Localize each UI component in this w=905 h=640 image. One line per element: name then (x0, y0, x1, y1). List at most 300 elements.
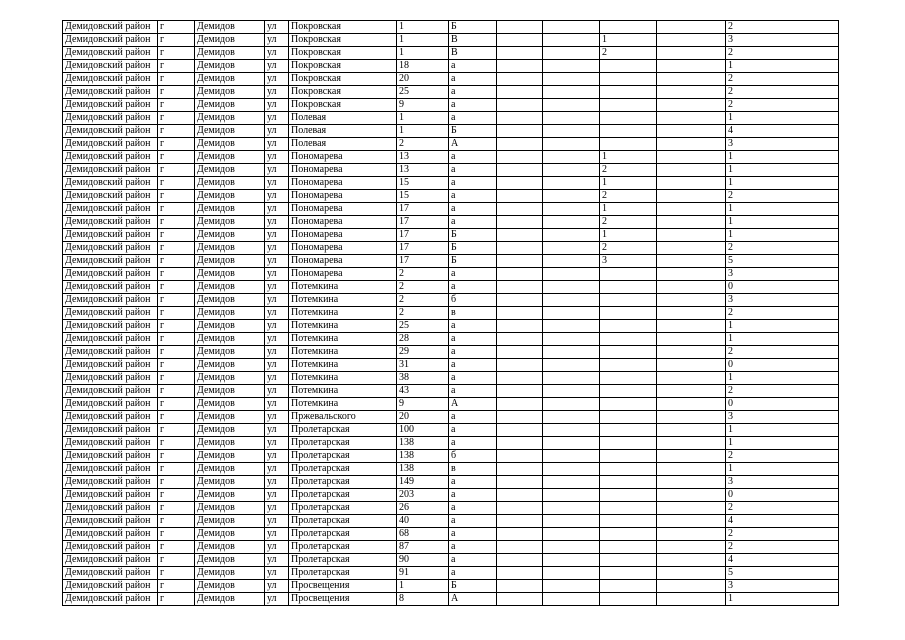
cell-city: Демидов (195, 151, 265, 164)
cell-city: Демидов (195, 411, 265, 424)
cell-district: Демидовский район (63, 346, 158, 359)
cell-col11 (657, 86, 726, 99)
cell-count: 0 (726, 489, 839, 502)
cell-city-type: г (158, 60, 195, 73)
cell-street-type: ул (265, 177, 289, 190)
cell-street-type: ул (265, 99, 289, 112)
cell-city-type: г (158, 138, 195, 151)
cell-col9 (543, 554, 600, 567)
cell-col11 (657, 112, 726, 125)
cell-col9 (543, 281, 600, 294)
cell-street: Просвещения (289, 580, 397, 593)
cell-col11 (657, 216, 726, 229)
cell-col8 (497, 593, 543, 606)
cell-count: 1 (726, 593, 839, 606)
table-row (63, 255, 839, 268)
cell-col8 (497, 515, 543, 528)
cell-street-type: ул (265, 333, 289, 346)
cell-col10 (600, 424, 657, 437)
cell-count: 2 (726, 450, 839, 463)
cell-col9 (543, 177, 600, 190)
cell-col10 (600, 398, 657, 411)
cell-letter: а (449, 151, 497, 164)
cell-city: Демидов (195, 125, 265, 138)
cell-col11 (657, 60, 726, 73)
cell-district: Демидовский район (63, 190, 158, 203)
cell-col10: 2 (600, 47, 657, 60)
cell-col10: 1 (600, 229, 657, 242)
cell-count: 2 (726, 385, 839, 398)
cell-col9 (543, 86, 600, 99)
cell-col8 (497, 21, 543, 34)
cell-street: Пономарева (289, 177, 397, 190)
cell-street: Пржевальского (289, 411, 397, 424)
cell-letter: а (449, 359, 497, 372)
cell-street: Пономарева (289, 151, 397, 164)
cell-district: Демидовский район (63, 476, 158, 489)
cell-col8 (497, 489, 543, 502)
cell-street: Покровская (289, 99, 397, 112)
cell-house: 38 (397, 372, 449, 385)
cell-col11 (657, 255, 726, 268)
cell-col8 (497, 450, 543, 463)
cell-col9 (543, 125, 600, 138)
cell-district: Демидовский район (63, 528, 158, 541)
cell-city: Демидов (195, 99, 265, 112)
cell-count: 1 (726, 333, 839, 346)
cell-col8 (497, 60, 543, 73)
cell-house: 25 (397, 86, 449, 99)
cell-street: Пролетарская (289, 450, 397, 463)
cell-col9 (543, 268, 600, 281)
cell-street-type: ул (265, 359, 289, 372)
cell-col11 (657, 528, 726, 541)
cell-district: Демидовский район (63, 216, 158, 229)
cell-street: Покровская (289, 86, 397, 99)
cell-letter: а (449, 476, 497, 489)
cell-letter: а (449, 60, 497, 73)
cell-street-type: ул (265, 424, 289, 437)
cell-letter: в (449, 463, 497, 476)
cell-letter: а (449, 411, 497, 424)
cell-letter: а (449, 86, 497, 99)
cell-street: Полевая (289, 138, 397, 151)
cell-count: 5 (726, 567, 839, 580)
cell-district: Демидовский район (63, 177, 158, 190)
cell-city: Демидов (195, 229, 265, 242)
table-row (63, 528, 839, 541)
cell-col9 (543, 528, 600, 541)
cell-street: Пономарева (289, 255, 397, 268)
cell-house: 100 (397, 424, 449, 437)
cell-district: Демидовский район (63, 489, 158, 502)
cell-house: 15 (397, 190, 449, 203)
cell-city-type: г (158, 164, 195, 177)
table-row (63, 424, 839, 437)
cell-letter: а (449, 515, 497, 528)
cell-street-type: ул (265, 229, 289, 242)
table-row (63, 333, 839, 346)
cell-street: Пролетарская (289, 567, 397, 580)
cell-col10 (600, 554, 657, 567)
cell-street-type: ул (265, 411, 289, 424)
table-row (63, 489, 839, 502)
table-row (63, 177, 839, 190)
cell-col8 (497, 34, 543, 47)
cell-count: 3 (726, 476, 839, 489)
cell-city-type: г (158, 125, 195, 138)
cell-city-type: г (158, 567, 195, 580)
cell-col10 (600, 476, 657, 489)
table-row (63, 268, 839, 281)
cell-col9 (543, 385, 600, 398)
cell-count: 2 (726, 242, 839, 255)
cell-letter: а (449, 437, 497, 450)
cell-letter: а (449, 216, 497, 229)
cell-col10 (600, 502, 657, 515)
cell-col10: 2 (600, 164, 657, 177)
cell-street-type: ул (265, 86, 289, 99)
cell-letter: В (449, 34, 497, 47)
cell-district: Демидовский район (63, 320, 158, 333)
cell-house: 17 (397, 216, 449, 229)
cell-street: Потемкина (289, 307, 397, 320)
cell-col9 (543, 203, 600, 216)
table-row (63, 385, 839, 398)
table-row (63, 99, 839, 112)
cell-col8 (497, 580, 543, 593)
cell-city: Демидов (195, 320, 265, 333)
cell-letter: А (449, 138, 497, 151)
cell-district: Демидовский район (63, 411, 158, 424)
cell-letter: а (449, 164, 497, 177)
cell-city-type: г (158, 476, 195, 489)
cell-count: 2 (726, 21, 839, 34)
cell-street: Покровская (289, 34, 397, 47)
cell-col11 (657, 268, 726, 281)
table-row (63, 320, 839, 333)
cell-city: Демидов (195, 437, 265, 450)
cell-col11 (657, 34, 726, 47)
cell-city: Демидов (195, 294, 265, 307)
cell-city: Демидов (195, 60, 265, 73)
cell-district: Демидовский район (63, 60, 158, 73)
cell-district: Демидовский район (63, 307, 158, 320)
cell-city: Демидов (195, 216, 265, 229)
cell-count: 2 (726, 541, 839, 554)
address-table (62, 20, 839, 606)
cell-col8 (497, 320, 543, 333)
cell-city-type: г (158, 112, 195, 125)
cell-street: Просвещения (289, 593, 397, 606)
cell-street-type: ул (265, 34, 289, 47)
cell-letter: Б (449, 255, 497, 268)
cell-street-type: ул (265, 593, 289, 606)
table-row (63, 437, 839, 450)
table-row (63, 515, 839, 528)
cell-letter: а (449, 567, 497, 580)
cell-district: Демидовский район (63, 138, 158, 151)
cell-col8 (497, 554, 543, 567)
cell-letter: а (449, 528, 497, 541)
cell-city: Демидов (195, 528, 265, 541)
cell-count: 2 (726, 502, 839, 515)
table-row (63, 359, 839, 372)
cell-col10 (600, 411, 657, 424)
cell-street-type: ул (265, 21, 289, 34)
cell-col11 (657, 307, 726, 320)
cell-house: 43 (397, 385, 449, 398)
table-row (63, 463, 839, 476)
cell-col11 (657, 346, 726, 359)
cell-letter: в (449, 307, 497, 320)
cell-col11 (657, 21, 726, 34)
cell-col9 (543, 580, 600, 593)
cell-district: Демидовский район (63, 424, 158, 437)
cell-col8 (497, 99, 543, 112)
cell-city-type: г (158, 580, 195, 593)
cell-city-type: г (158, 463, 195, 476)
cell-col11 (657, 476, 726, 489)
cell-col10 (600, 60, 657, 73)
cell-letter: Б (449, 125, 497, 138)
cell-col11 (657, 424, 726, 437)
cell-count: 3 (726, 580, 839, 593)
cell-col8 (497, 411, 543, 424)
cell-district: Демидовский район (63, 34, 158, 47)
cell-street: Пролетарская (289, 476, 397, 489)
cell-col9 (543, 502, 600, 515)
cell-count: 1 (726, 424, 839, 437)
cell-street: Покровская (289, 21, 397, 34)
cell-col10 (600, 528, 657, 541)
cell-col10 (600, 515, 657, 528)
table-row (63, 476, 839, 489)
cell-col10 (600, 359, 657, 372)
cell-count: 3 (726, 411, 839, 424)
table-row (63, 112, 839, 125)
cell-col8 (497, 476, 543, 489)
cell-street-type: ул (265, 73, 289, 86)
cell-col9 (543, 567, 600, 580)
cell-street: Пролетарская (289, 554, 397, 567)
cell-count: 3 (726, 268, 839, 281)
cell-col8 (497, 307, 543, 320)
cell-city-type: г (158, 515, 195, 528)
cell-count: 2 (726, 307, 839, 320)
cell-street: Потемкина (289, 281, 397, 294)
cell-count: 2 (726, 86, 839, 99)
cell-city-type: г (158, 359, 195, 372)
cell-house: 138 (397, 450, 449, 463)
cell-street-type: ул (265, 60, 289, 73)
cell-col8 (497, 372, 543, 385)
cell-house: 1 (397, 21, 449, 34)
cell-city: Демидов (195, 138, 265, 151)
cell-city-type: г (158, 21, 195, 34)
cell-letter: а (449, 554, 497, 567)
cell-col11 (657, 229, 726, 242)
cell-district: Демидовский район (63, 86, 158, 99)
cell-street-type: ул (265, 203, 289, 216)
cell-letter: а (449, 320, 497, 333)
cell-city: Демидов (195, 385, 265, 398)
cell-street: Пономарева (289, 164, 397, 177)
cell-district: Демидовский район (63, 47, 158, 60)
cell-city-type: г (158, 385, 195, 398)
cell-col9 (543, 138, 600, 151)
cell-city: Демидов (195, 450, 265, 463)
cell-house: 29 (397, 346, 449, 359)
cell-letter: В (449, 47, 497, 60)
table-row (63, 593, 839, 606)
cell-col10 (600, 333, 657, 346)
cell-city-type: г (158, 424, 195, 437)
cell-street: Потемкина (289, 320, 397, 333)
cell-house: 8 (397, 593, 449, 606)
cell-letter: а (449, 203, 497, 216)
cell-col9 (543, 398, 600, 411)
cell-city: Демидов (195, 580, 265, 593)
cell-house: 90 (397, 554, 449, 567)
cell-col10 (600, 385, 657, 398)
cell-count: 1 (726, 60, 839, 73)
cell-col9 (543, 255, 600, 268)
cell-col8 (497, 47, 543, 60)
cell-street: Пономарева (289, 203, 397, 216)
cell-district: Демидовский район (63, 372, 158, 385)
cell-street: Пролетарская (289, 541, 397, 554)
cell-col9 (543, 346, 600, 359)
table-row (63, 164, 839, 177)
cell-col9 (543, 112, 600, 125)
table-row (63, 60, 839, 73)
cell-col10 (600, 320, 657, 333)
cell-street-type: ул (265, 476, 289, 489)
cell-house: 20 (397, 73, 449, 86)
cell-col8 (497, 190, 543, 203)
cell-col11 (657, 333, 726, 346)
cell-street-type: ул (265, 580, 289, 593)
cell-street-type: ул (265, 255, 289, 268)
cell-letter: а (449, 489, 497, 502)
cell-count: 2 (726, 346, 839, 359)
cell-col10: 3 (600, 255, 657, 268)
cell-district: Демидовский район (63, 99, 158, 112)
cell-city: Демидов (195, 281, 265, 294)
cell-count: 1 (726, 463, 839, 476)
cell-street-type: ул (265, 515, 289, 528)
cell-district: Демидовский район (63, 281, 158, 294)
cell-city: Демидов (195, 177, 265, 190)
cell-col8 (497, 73, 543, 86)
cell-street-type: ул (265, 242, 289, 255)
cell-letter: Б (449, 580, 497, 593)
cell-col9 (543, 489, 600, 502)
cell-street-type: ул (265, 216, 289, 229)
cell-count: 1 (726, 229, 839, 242)
cell-city-type: г (158, 294, 195, 307)
cell-city: Демидов (195, 203, 265, 216)
cell-city-type: г (158, 177, 195, 190)
cell-street-type: ул (265, 463, 289, 476)
cell-district: Демидовский район (63, 541, 158, 554)
cell-city-type: г (158, 216, 195, 229)
cell-city-type: г (158, 593, 195, 606)
cell-street-type: ул (265, 567, 289, 580)
table-row (63, 307, 839, 320)
cell-count: 2 (726, 47, 839, 60)
cell-col9 (543, 372, 600, 385)
cell-col8 (497, 268, 543, 281)
cell-city-type: г (158, 73, 195, 86)
cell-street: Пролетарская (289, 463, 397, 476)
cell-house: 68 (397, 528, 449, 541)
cell-city-type: г (158, 47, 195, 60)
cell-street-type: ул (265, 190, 289, 203)
cell-house: 26 (397, 502, 449, 515)
cell-city: Демидов (195, 34, 265, 47)
cell-col11 (657, 138, 726, 151)
cell-street-type: ул (265, 320, 289, 333)
cell-col8 (497, 281, 543, 294)
cell-col8 (497, 177, 543, 190)
cell-col8 (497, 437, 543, 450)
cell-count: 4 (726, 554, 839, 567)
cell-house: 31 (397, 359, 449, 372)
cell-letter: а (449, 541, 497, 554)
cell-col8 (497, 567, 543, 580)
cell-street: Покровская (289, 73, 397, 86)
cell-col11 (657, 593, 726, 606)
cell-col10: 2 (600, 242, 657, 255)
cell-district: Демидовский район (63, 515, 158, 528)
cell-district: Демидовский район (63, 203, 158, 216)
table-row (63, 86, 839, 99)
cell-street-type: ул (265, 346, 289, 359)
cell-col9 (543, 320, 600, 333)
cell-street-type: ул (265, 554, 289, 567)
cell-street-type: ул (265, 138, 289, 151)
cell-street: Пономарева (289, 216, 397, 229)
cell-district: Демидовский район (63, 502, 158, 515)
cell-house: 2 (397, 268, 449, 281)
cell-letter: а (449, 99, 497, 112)
cell-street-type: ул (265, 437, 289, 450)
cell-city-type: г (158, 190, 195, 203)
cell-city-type: г (158, 502, 195, 515)
cell-count: 3 (726, 34, 839, 47)
cell-col11 (657, 463, 726, 476)
cell-street: Полевая (289, 112, 397, 125)
cell-street-type: ул (265, 307, 289, 320)
cell-count: 5 (726, 255, 839, 268)
cell-street-type: ул (265, 151, 289, 164)
cell-col8 (497, 385, 543, 398)
cell-house: 149 (397, 476, 449, 489)
table-row (63, 398, 839, 411)
cell-city-type: г (158, 528, 195, 541)
cell-col8 (497, 229, 543, 242)
cell-street-type: ул (265, 385, 289, 398)
cell-street-type: ул (265, 294, 289, 307)
cell-col10: 2 (600, 216, 657, 229)
cell-letter: А (449, 593, 497, 606)
cell-district: Демидовский район (63, 21, 158, 34)
cell-district: Демидовский район (63, 554, 158, 567)
cell-street: Пролетарская (289, 437, 397, 450)
cell-col8 (497, 203, 543, 216)
